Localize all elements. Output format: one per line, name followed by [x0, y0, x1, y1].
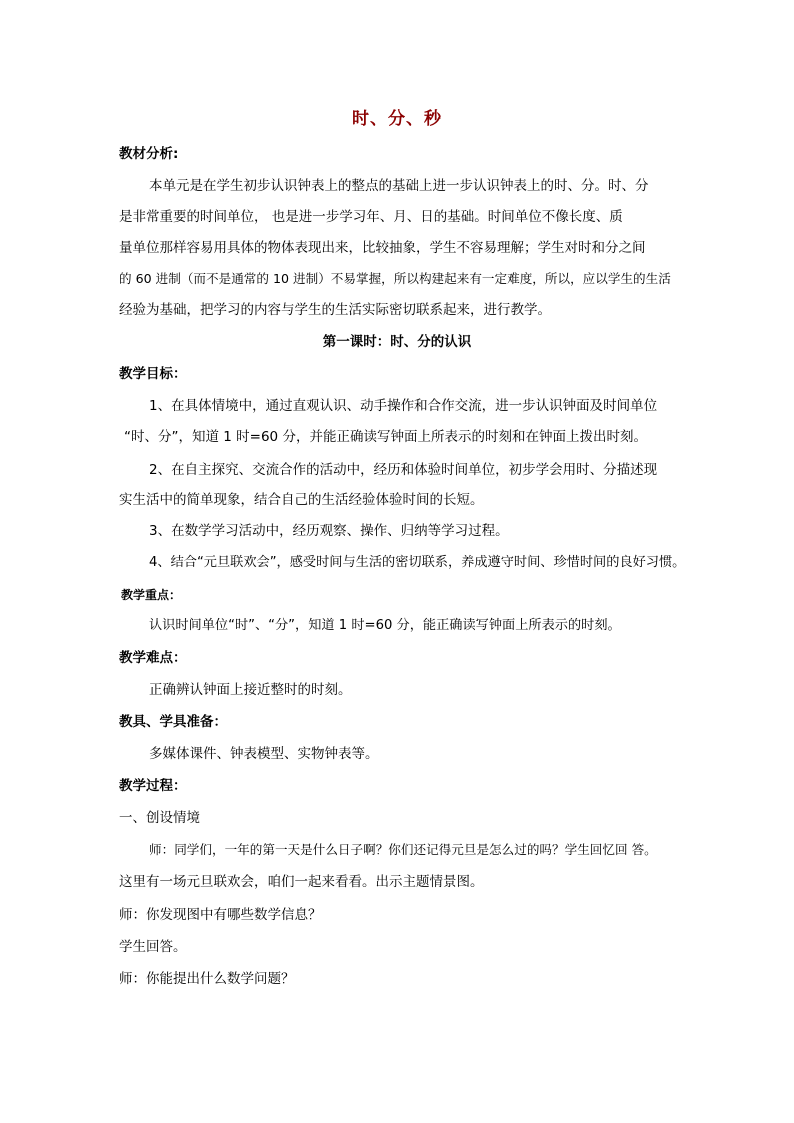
- process-paragraph: 师：同学们，一年的第一天是什么日子啊？你们还记得元旦是怎么过的吗？学生回忆回 答。: [149, 842, 657, 857]
- goal-4: 4、结合“元旦联欢会”，感受时间与生活的密切联系，养成遵守时间、珍惜时间的良好习惯。: [149, 555, 686, 570]
- goal-1-line-2: “时、分”，知道 1 时=60 分，并能正确读写钟面上所表示的时刻和在钟面上拨出时刻。: [124, 429, 647, 445]
- goal-1-line-1: 1、在具体情境中，通过直观认识、动手操作和合作交流，进一步认识钟面及时间单位: [149, 398, 658, 414]
- paragraph-line: 是非常重要的时间单位， 也是进一步学习年、月、日的基础。时间单位不像长度、质: [119, 209, 623, 225]
- section-heading-process: 教学过程：: [119, 778, 187, 794]
- goal-2-line-2: 实生活中的简单现象，结合自己的生活经验体验时间的长短。: [119, 492, 484, 508]
- section-heading-difficulties: 教学难点：: [119, 650, 187, 666]
- paragraph-line: 量单位那样容易用具体的物体表现出来，比较抽象，学生不容易理解；学生对时和分之间: [119, 240, 646, 256]
- process-paragraph: 学生回答。: [119, 939, 187, 955]
- materials-body: 多媒体课件、钟表模型、实物钟表等。: [149, 746, 379, 762]
- document-title: 时、分、秒: [352, 109, 442, 129]
- difficulties-body: 正确辨认钟面上接近整时的时刻。: [149, 682, 352, 698]
- section-heading-textbook-analysis: 教材分析:: [119, 146, 179, 162]
- section-heading-key-points: 教学重点：: [121, 588, 182, 602]
- section-heading-materials: 教具、学具准备：: [119, 714, 227, 730]
- process-paragraph: 这里有一场元旦联欢会，咱们一起来看看。出示主题情景图。: [119, 874, 484, 890]
- goal-3: 3、在数学学习活动中，经历观察、操作、归纳等学习过程。: [149, 523, 509, 539]
- paragraph-line: 经验为基础，把学习的内容与学生的生活实际密切联系起来，进行教学。: [119, 302, 551, 318]
- key-points-body: 认识时间单位“时”、“分”，知道 1 时=60 分，能正确读写钟面上所表示的时刻。: [149, 618, 621, 633]
- process-step-1: 一、创设情境: [119, 810, 200, 826]
- goal-2-line-1: 2、在自主探究、交流合作的活动中，经历和体验时间单位，初步学会用时、分描述现: [149, 462, 658, 478]
- paragraph-line: 的 60 进制（而不是通常的 10 进制）不易掌握，所以构建起来有一定难度，所以，应以学生的生活: [119, 271, 671, 286]
- lesson-title: 第一课时：时、分的认识: [322, 334, 472, 350]
- process-paragraph: 师：你发现图中有哪些数学信息？: [119, 907, 322, 923]
- section-heading-teaching-goals: 教学目标：: [119, 366, 187, 382]
- paragraph-line: 本单元是在学生初步认识钟表上的整点的基础上进一步认识钟表上的时、分。时、分: [149, 178, 649, 194]
- process-paragraph: 师：你能提出什么数学问题？: [119, 971, 295, 987]
